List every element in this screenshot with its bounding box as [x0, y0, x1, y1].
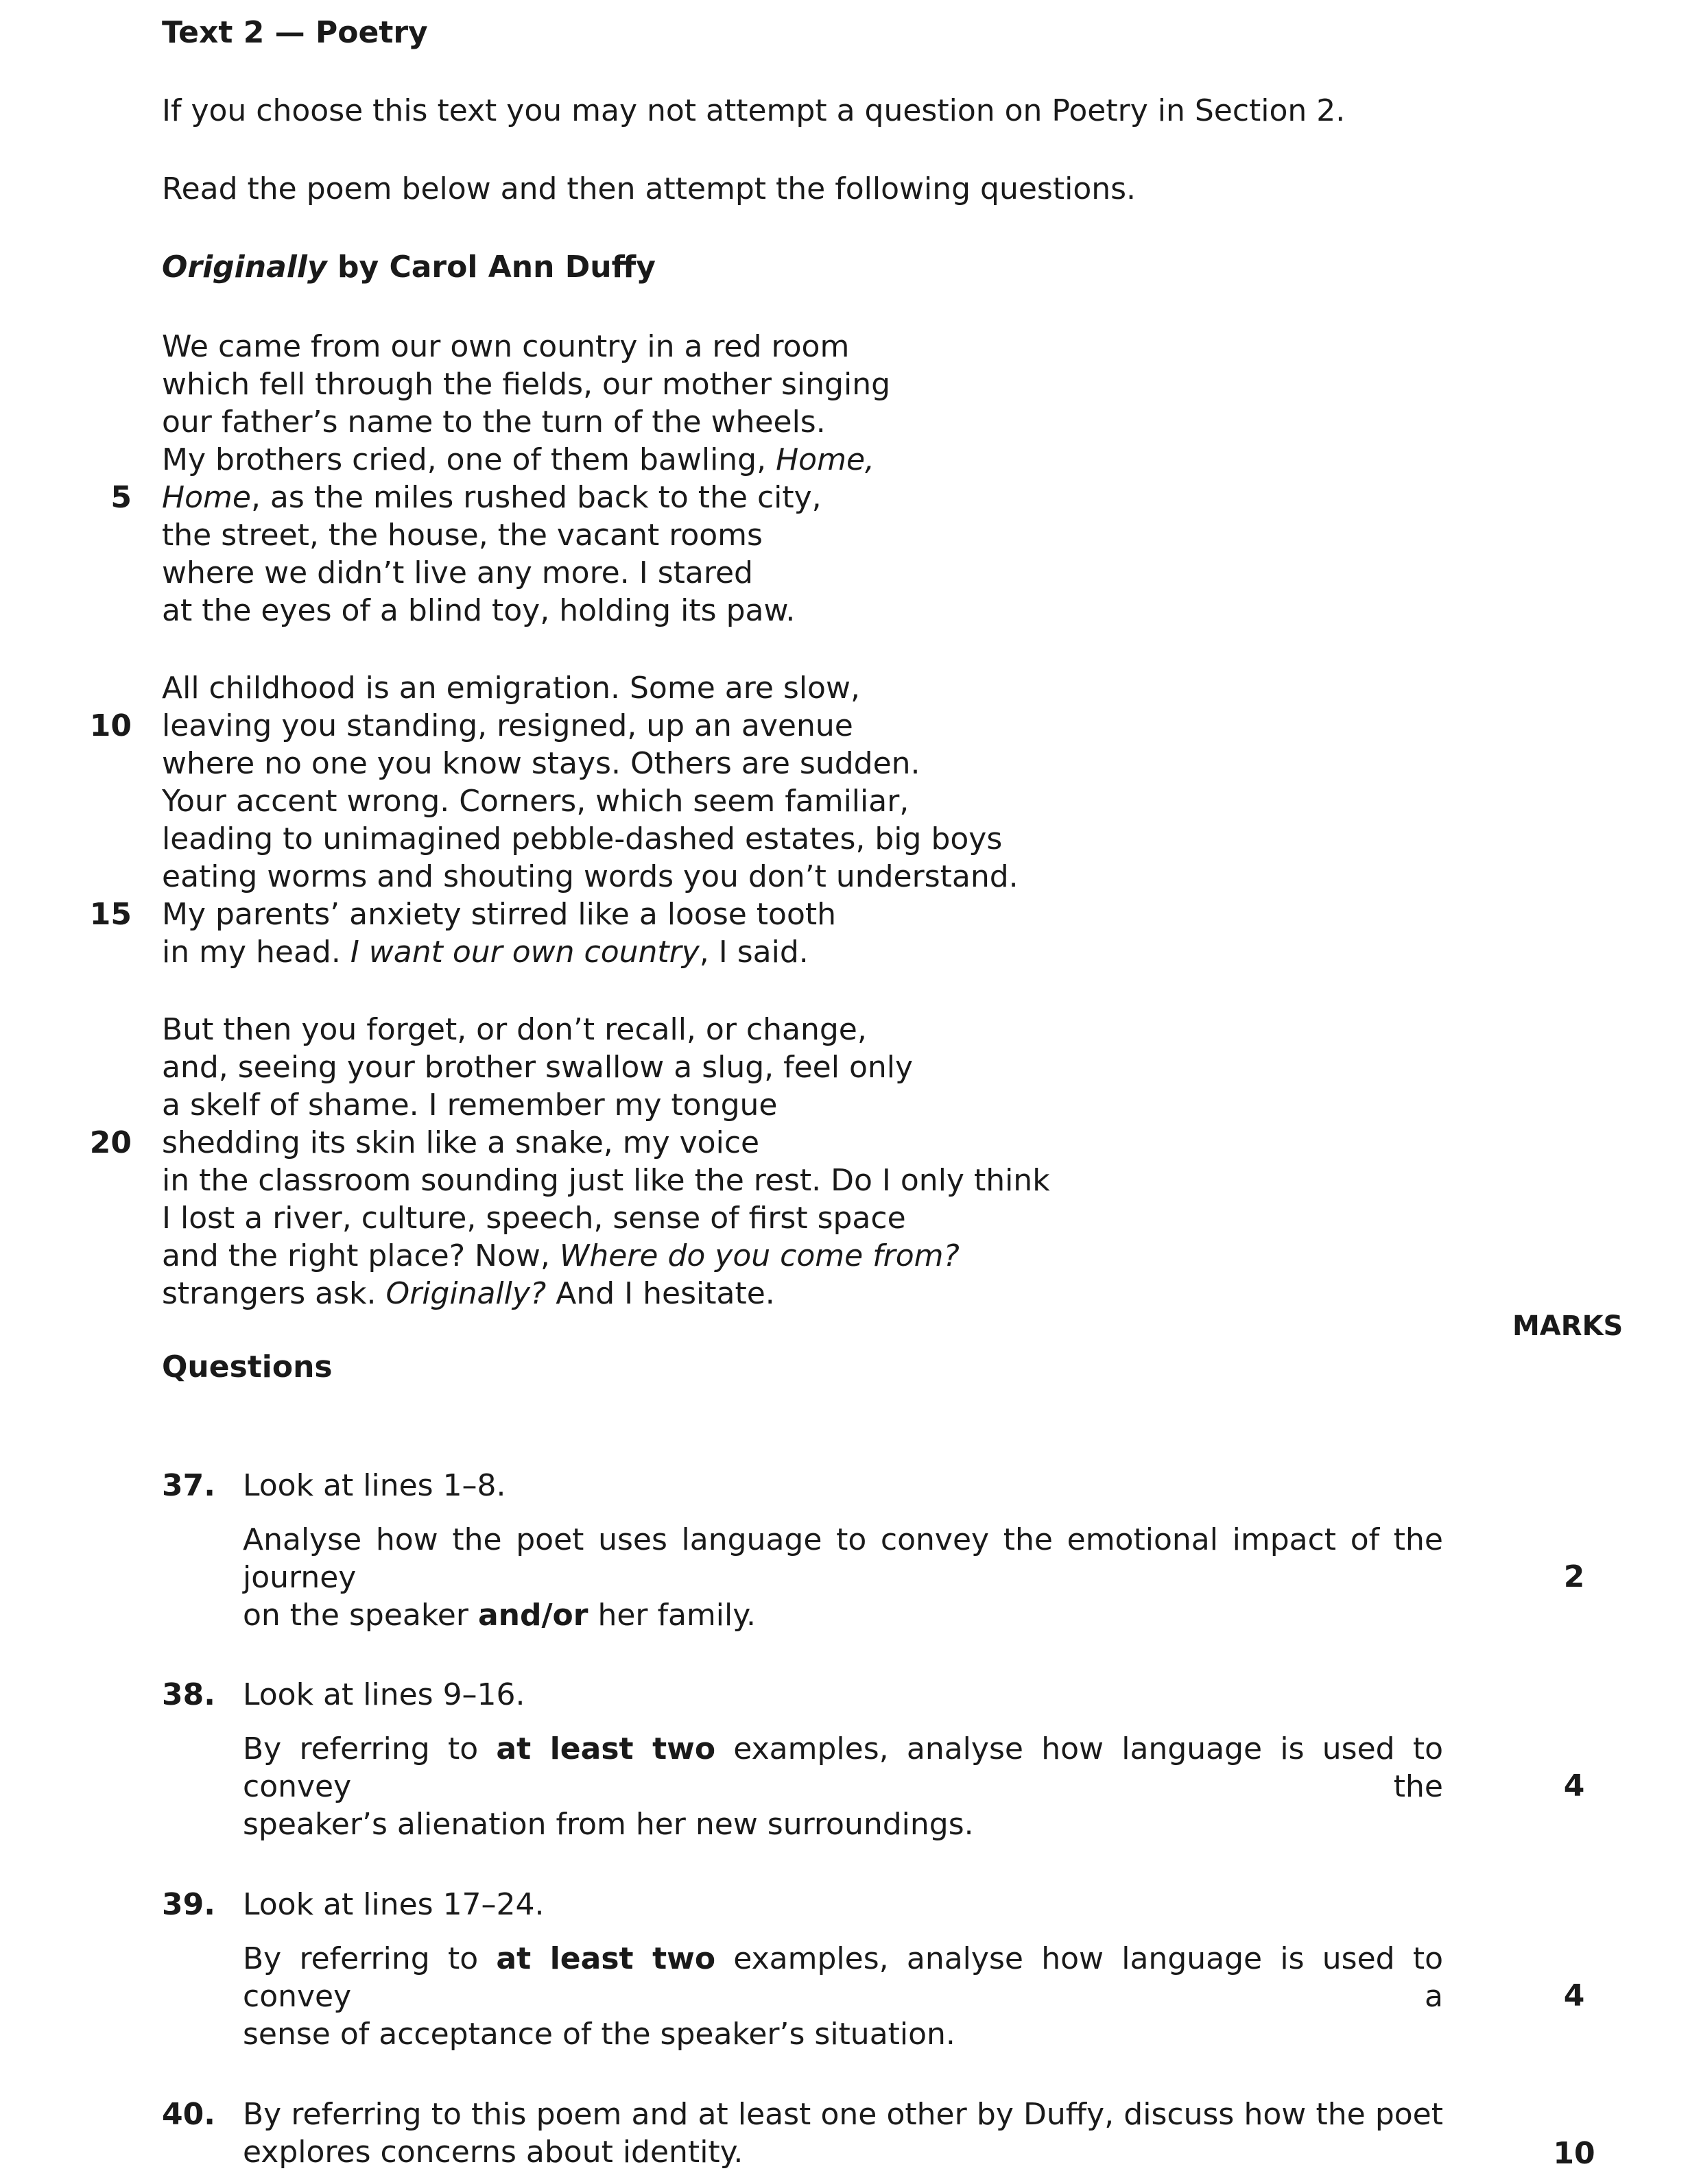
- poem-byline: by Carol Ann Duffy: [326, 250, 656, 285]
- question-body-line-1: [243, 1730, 1443, 1805]
- question-heading: Look at lines 17–24.: [243, 1887, 545, 1922]
- poem-line-8: at the eyes of a blind toy, holding its paw.: [162, 593, 796, 628]
- poem-line-24-end: And I hesitate.: [546, 1276, 775, 1311]
- poem-line-5: [162, 479, 822, 516]
- question-body-line-1: [243, 1940, 1443, 2015]
- question-text: By referring to: [243, 1731, 497, 1766]
- poem-line-23: [162, 1237, 960, 1275]
- instruction-read-poem: Read the poem below and then attempt the following questions.: [162, 171, 1137, 206]
- question-text-end: examples, analyse how language is used to convey the: [243, 1731, 1444, 1804]
- poem-line-4-text: My brothers cried, one of them bawling,: [162, 442, 776, 477]
- poem-line-19: a skelf of shame. I remember my tongue: [162, 1088, 778, 1123]
- question-number: 37.: [162, 1468, 215, 1503]
- question-body: [243, 1940, 1443, 2053]
- poem-line-15: My parents’ anxiety stirred like a loose tooth: [162, 897, 837, 932]
- poem-line-1: We came from our own country in a red room: [162, 329, 850, 364]
- poem-line-22: I lost a river, culture, speech, sense of first space: [162, 1201, 906, 1236]
- question-body: [243, 2096, 1443, 2171]
- poem-line-12: Your accent wrong. Corners, which seem familiar,: [162, 784, 909, 819]
- poem-line-16-italic: I want our own country: [350, 935, 700, 970]
- poem-line-4-italic: Home,: [776, 442, 875, 477]
- question-number: 39.: [162, 1887, 215, 1922]
- poem-line-16-end: , I said.: [699, 935, 809, 970]
- poem-line-21: in the classroom sounding just like the rest. Do I only think: [162, 1163, 1050, 1198]
- poem-title: [162, 248, 656, 287]
- question-text: By referring to: [243, 1941, 497, 1976]
- instruction-poetry-choice: If you choose this text you may not attempt a question on Poetry in Section 2.: [162, 93, 1346, 128]
- line-number-20: 20: [89, 1125, 132, 1160]
- question-number: 40.: [162, 2097, 215, 2132]
- questions-heading: Questions: [162, 1349, 333, 1384]
- question-number: 38.: [162, 1677, 215, 1712]
- question-heading: Look at lines 9–16.: [243, 1677, 525, 1712]
- line-number-15: 15: [89, 897, 132, 932]
- line-number-10: 10: [89, 708, 132, 743]
- question-body: [243, 1730, 1443, 1843]
- question-marks: 10: [1553, 2136, 1595, 2171]
- question-emphasis: and/or: [477, 1598, 588, 1633]
- question-emphasis: at least two: [496, 1941, 716, 1976]
- poem-line-3: our father’s name to the turn of the wheels.: [162, 405, 826, 440]
- line-number-5: 5: [110, 480, 132, 515]
- question-marks: 4: [1563, 1768, 1585, 1803]
- poem-line-2: which fell through the fields, our mother singing: [162, 367, 891, 402]
- poem-line-10: leaving you standing, resigned, up an avenue: [162, 708, 853, 743]
- section-title: Text 2 — Poetry: [162, 15, 428, 50]
- poem-line-20: shedding its skin like a snake, my voice: [162, 1125, 760, 1160]
- question-marks: 2: [1563, 1559, 1585, 1594]
- question-body-line-1: By referring to this poem and at least one other by Duffy, discuss how the poet: [243, 2097, 1443, 2132]
- poem-line-5-text: , as the miles rushed back to the city,: [250, 480, 822, 515]
- poem-line-5-italic: Home: [162, 480, 251, 515]
- poem-title-italic: Originally: [162, 250, 327, 285]
- question-body-line-2: speaker’s alienation from her new surroundings.: [243, 1807, 974, 1842]
- poem-line-24-text: strangers ask.: [162, 1276, 386, 1311]
- question-body-line-1: Analyse how the poet uses language to convey the emotional impact of the journey: [243, 1522, 1443, 1595]
- poem-line-17: But then you forget, or don’t recall, or change,: [162, 1012, 867, 1047]
- marks-column-header: MARKS: [1512, 1310, 1623, 1342]
- poem-line-24-italic: Originally?: [385, 1276, 547, 1311]
- question-text-end: examples, analyse how language is used to convey a: [243, 1941, 1444, 2014]
- question-body: [243, 1521, 1443, 1634]
- poem-line-16: [162, 933, 809, 971]
- poem-line-9: All childhood is an emigration. Some are slow,: [162, 671, 860, 706]
- poem-line-14: eating worms and shouting words you don’t understand.: [162, 859, 1019, 894]
- question-marks: 4: [1563, 1978, 1585, 2013]
- question-body-line-2: sense of acceptance of the speaker’s situation.: [243, 2017, 955, 2052]
- poem-line-18: and, seeing your brother swallow a slug, feel only: [162, 1050, 914, 1085]
- question-text-end: her family.: [588, 1598, 756, 1633]
- question-heading: Look at lines 1–8.: [243, 1468, 506, 1503]
- question-body-line-2: explores concerns about identity.: [243, 2135, 744, 2170]
- poem-line-13: leading to unimagined pebble-dashed estates, big boys: [162, 821, 1003, 856]
- poem-line-23-text: and the right place? Now,: [162, 1238, 560, 1273]
- question-emphasis: at least two: [496, 1731, 716, 1766]
- poem-line-16-text: in my head.: [162, 935, 350, 970]
- poem-line-23-italic: Where do you come from?: [559, 1238, 960, 1273]
- question-body-line-2: [243, 1596, 1443, 1634]
- poem-line-4: [162, 441, 875, 479]
- poem-line-6: the street, the house, the vacant rooms: [162, 518, 763, 553]
- poem-line-7: where we didn’t live any more. I stared: [162, 555, 753, 590]
- poem-line-11: where no one you know stays. Others are sudden.: [162, 746, 920, 781]
- question-text: on the speaker: [243, 1598, 478, 1633]
- poem-line-24: [162, 1275, 775, 1312]
